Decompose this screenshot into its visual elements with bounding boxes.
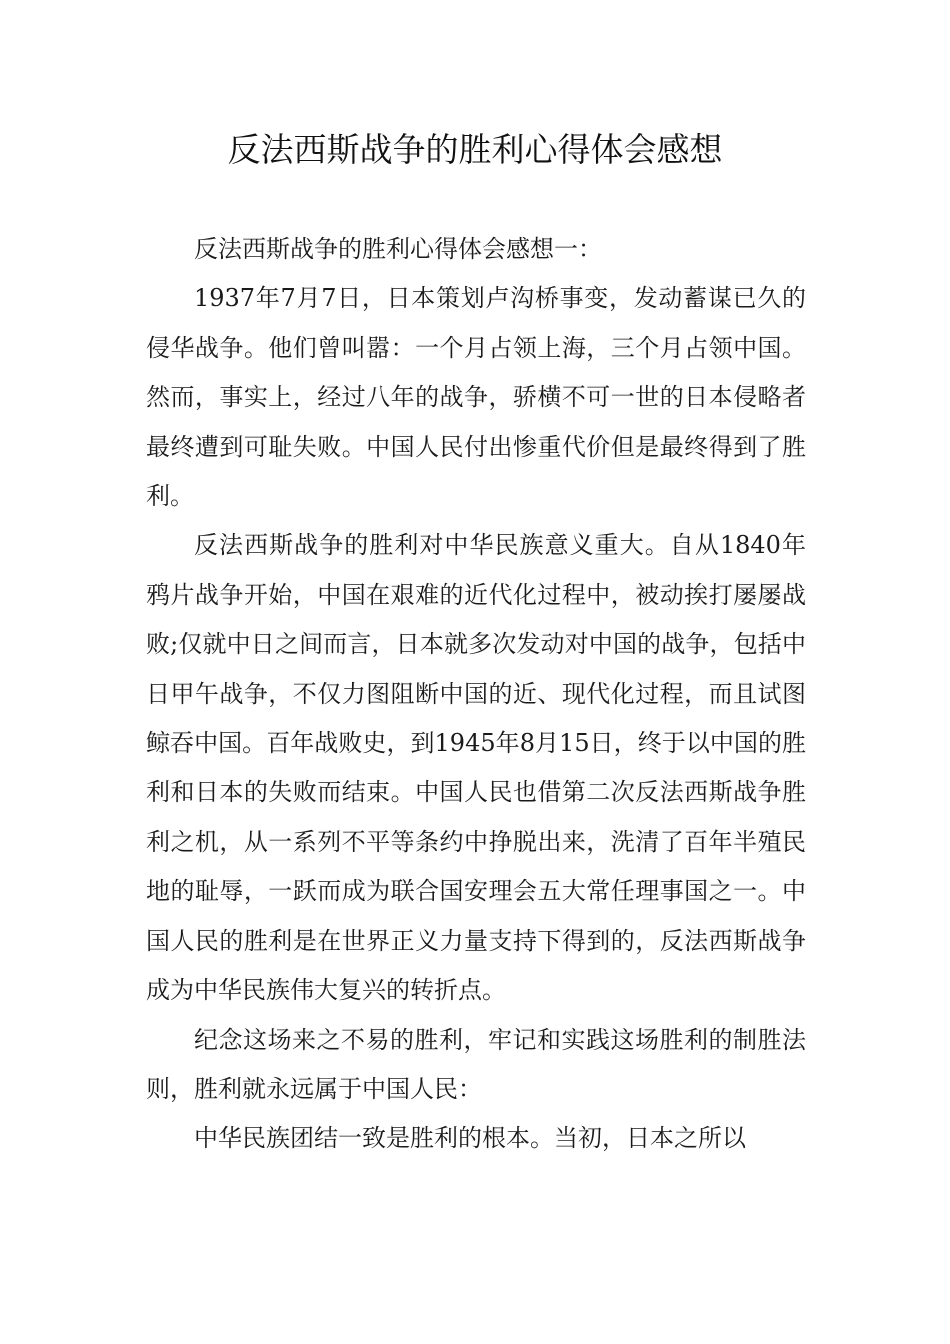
paragraph-2: 1937年7月7日，日本策划卢沟桥事变，发动蓄谋已久的侵华战争。他们曾叫嚣：一个月占领上海，三个月占领中国。然而，事实上，经过八年的战争，骄横不可一世的日本侵略者最终遭到可耻失败。中国人民付出惨重代价但是最终得到了胜利。 — [146, 284, 806, 511]
paragraph-1: 反法西斯战争的胜利心得体会感想一： — [194, 235, 602, 263]
paragraph-5: 中华民族团结一致是胜利的根本。当初，日本之所以 — [194, 1124, 746, 1153]
paragraph-3: 反法西斯战争的胜利对中华民族意义重大。自从1840年鸦片战争开始，中国在艰难的近代化过程中，被动挨打屡屡战败;仅就中日之间而言，日本就多次发动对中国的战争，包括中日甲午战争，不仅力图阻断中国的近、现代化过程，而且试图鲸吞中国。百年战败史，到1945年8月15日，终于以中国的胜利和日本的失败而结束。中国人民也借第二次反法西斯战争胜利之机，从一系列不平等条约中挣脱出来，洗清了百年半殖民地的耻辱，一跃而成为联合国安理会五大常任理事国之一。中国人民的胜利是在世界正义力量支持下得到的，反法西斯战争成为中华民族伟大复兴的转折点。 — [146, 531, 806, 1005]
document-title: 反法西斯战争的胜利心得体会感想 — [227, 130, 723, 169]
paragraph-4: 纪念这场来之不易的胜利，牢记和实践这场胜利的制胜法则，胜利就永远属于中国人民： — [146, 1025, 806, 1103]
document-body — [146, 225, 806, 1164]
